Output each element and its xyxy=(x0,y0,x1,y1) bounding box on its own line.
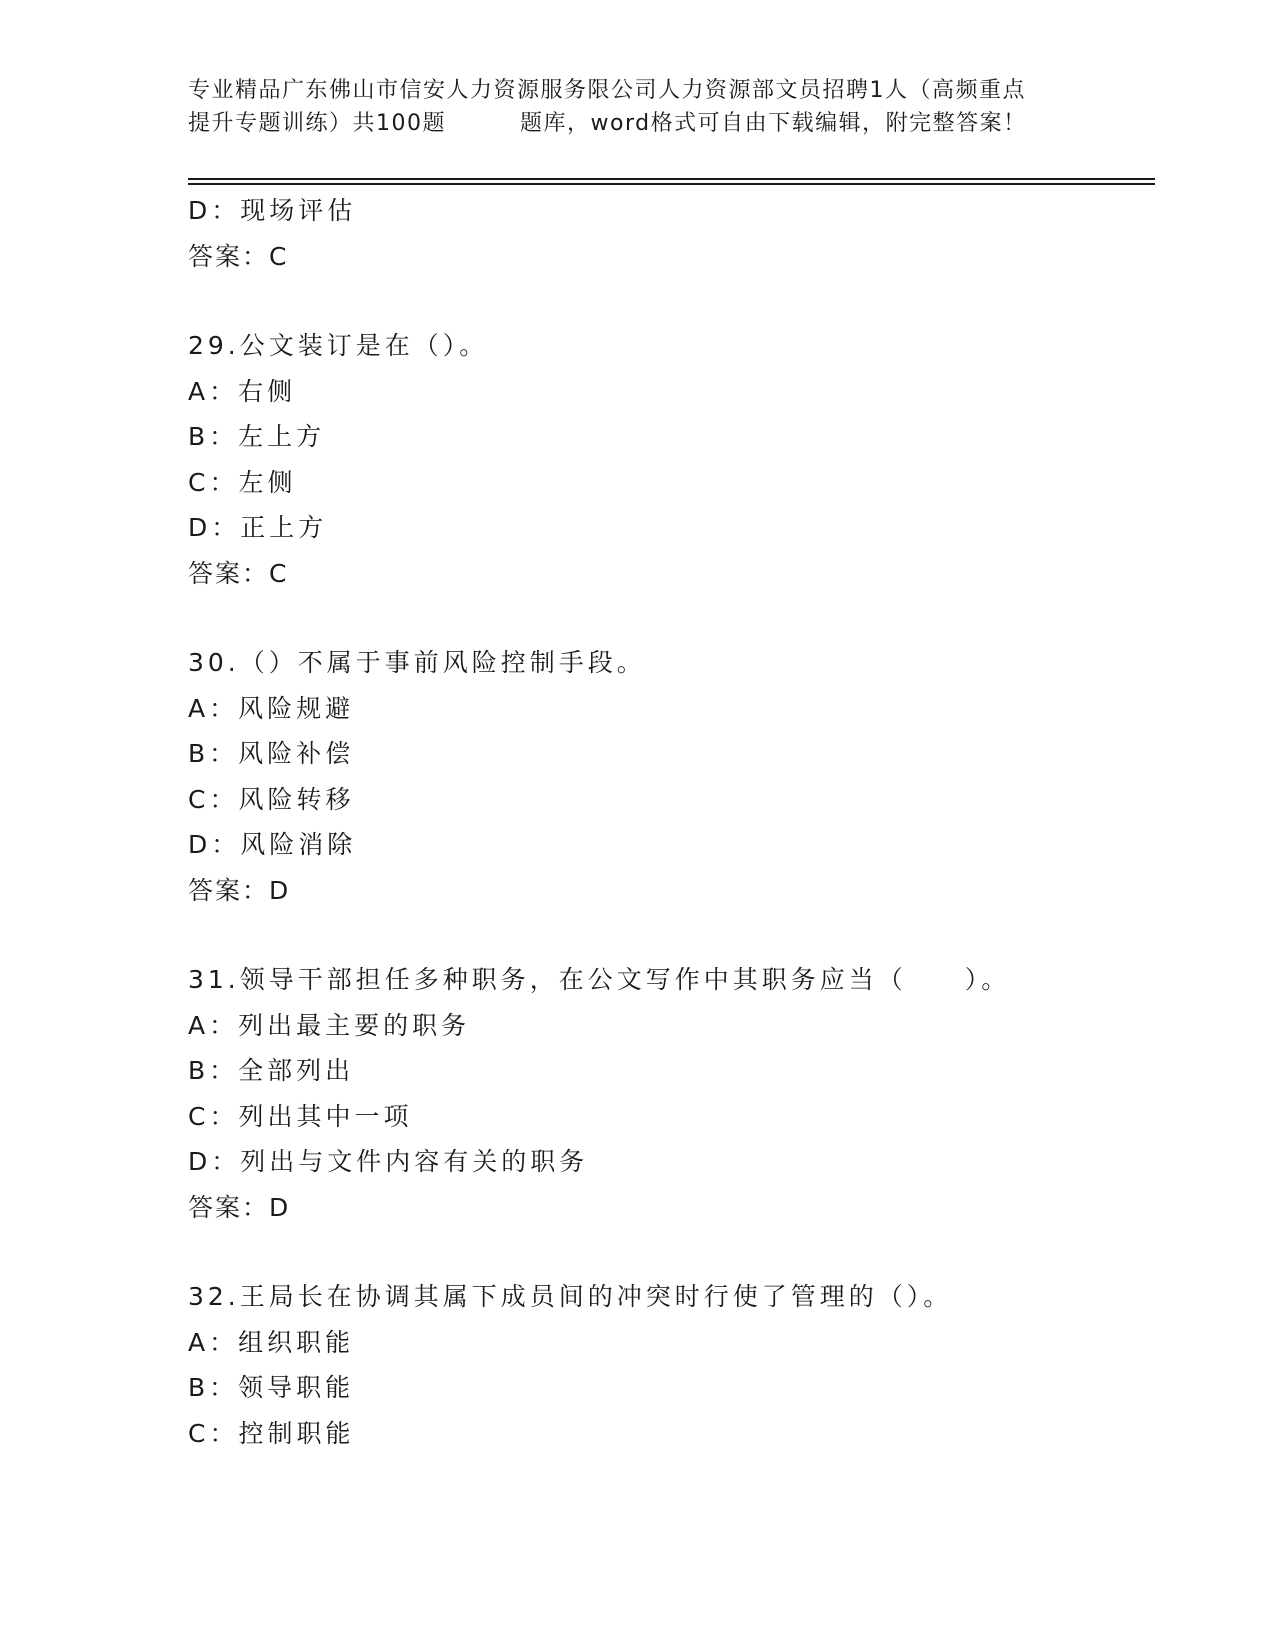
question-30-answer: 答案：D xyxy=(188,875,291,905)
document-header xyxy=(188,74,1088,140)
question-30-stem: 30.（）不属于事前风险控制手段。 xyxy=(188,648,646,677)
question-31-option-c: C：列出其中一项 xyxy=(188,1101,413,1131)
question-31-stem: 31.领导干部担任多种职务，在公文写作中其职务应当（ ）。 xyxy=(188,965,1011,994)
question-31-option-b: B：全部列出 xyxy=(188,1056,355,1085)
prev-answer: 答案：C xyxy=(188,241,289,271)
header-divider-bottom xyxy=(188,183,1155,185)
question-29-option-c: C：左侧 xyxy=(188,467,297,497)
header-title-line-2 xyxy=(188,107,1088,140)
question-32-option-b: B：领导职能 xyxy=(188,1373,355,1402)
question-32-option-c: C：控制职能 xyxy=(188,1418,355,1448)
question-31-option-a: A：列出最主要的职务 xyxy=(188,1010,471,1040)
question-29-option-a: A：右侧 xyxy=(188,376,297,406)
question-29-option-b: B：左上方 xyxy=(188,422,326,451)
question-32-stem: 32.王局长在协调其属下成员间的冲突时行使了管理的（）。 xyxy=(188,1282,953,1311)
question-29-option-d: D：正上方 xyxy=(188,513,328,542)
header-title-line-1: 专业精品广东佛山市信安人力资源服务限公司人力资源部文员招聘1人（高频重点 xyxy=(188,78,1026,103)
header-title-line-2-part-2: 题库，word格式可自由下载编辑，附完整答案！ xyxy=(520,111,1027,136)
question-29-stem: 29.公文装订是在（）。 xyxy=(188,331,489,360)
header-title-line-2-part-1: 提升专题训练）共100题 xyxy=(188,111,446,136)
question-30-option-d: D：风险消除 xyxy=(188,830,357,859)
header-divider-top xyxy=(188,178,1155,180)
question-31-answer: 答案：D xyxy=(188,1192,291,1222)
question-30-option-b: B：风险补偿 xyxy=(188,739,355,768)
question-31-option-d: D：列出与文件内容有关的职务 xyxy=(188,1147,589,1176)
question-32-option-a: A：组织职能 xyxy=(188,1327,355,1357)
question-29-answer: 答案：C xyxy=(188,558,289,588)
question-30-option-a: A：风险规避 xyxy=(188,693,355,723)
question-list xyxy=(188,188,1148,1456)
prev-option-d: D：现场评估 xyxy=(188,196,357,225)
question-30-option-c: C：风险转移 xyxy=(188,784,355,814)
